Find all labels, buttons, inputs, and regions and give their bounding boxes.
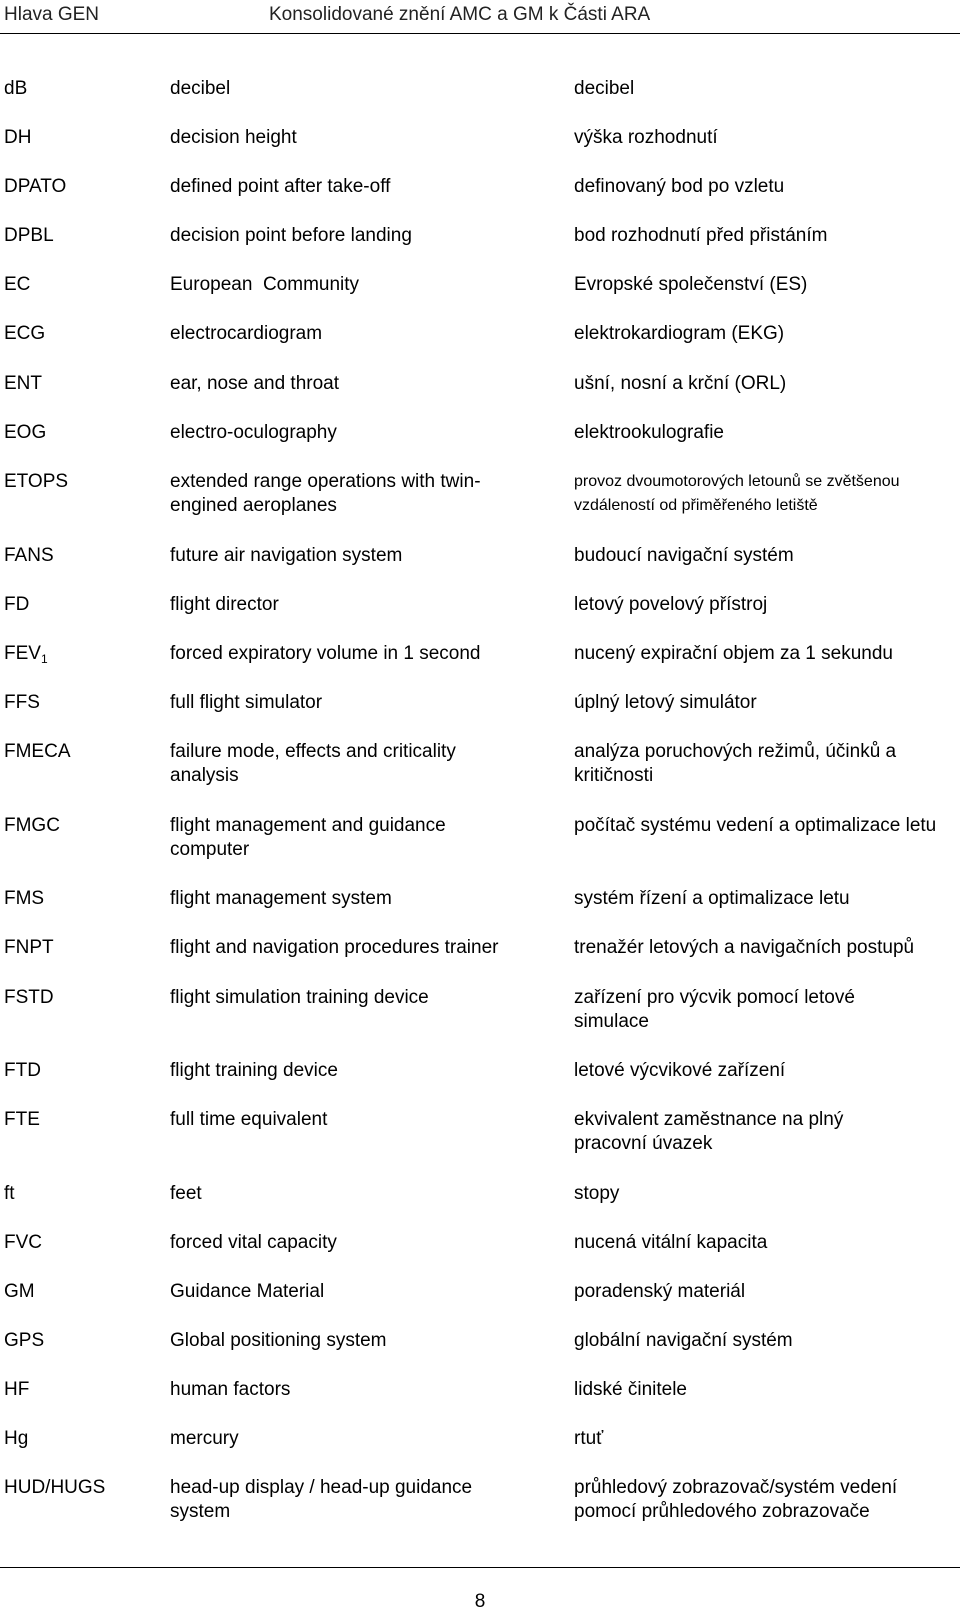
czech-term: letový povelový přístroj: [574, 594, 768, 615]
abbreviation: FTE: [4, 1109, 40, 1130]
czech-term: systém řízení a optimalizace letu: [574, 888, 850, 909]
czech-term: výška rozhodnutí: [574, 127, 718, 148]
czech-term: letové výcvikové zařízení: [574, 1060, 786, 1081]
english-term: feet: [170, 1183, 202, 1204]
czech-term: rtuť: [574, 1428, 604, 1449]
abbreviation: FNPT: [4, 937, 54, 958]
page-header: [0, 0, 960, 30]
czech-term: průhledový zobrazovač/systém vedení pomocí průhledového zobrazovače: [574, 1477, 898, 1522]
czech-term: elektrokardiogram (EKG): [574, 323, 785, 344]
abbreviation: FD: [4, 594, 30, 615]
english-term: flight training device: [170, 1060, 338, 1081]
english-term: failure mode, effects and criticality analysis: [170, 741, 456, 786]
abbreviation: ECG: [4, 323, 46, 344]
abbreviation: HUD/HUGS: [4, 1477, 106, 1498]
abbreviation: FMS: [4, 888, 45, 909]
abbreviation: dB: [4, 78, 28, 99]
english-term: decision height: [170, 127, 297, 148]
abbreviation: FTD: [4, 1060, 41, 1081]
english-term: head-up display / head-up guidance system: [170, 1477, 473, 1522]
abbreviation: ft: [4, 1183, 15, 1204]
czech-term: nucená vitální kapacita: [574, 1232, 768, 1253]
english-term: flight director: [170, 594, 279, 615]
abbreviation-text: FEV: [4, 643, 41, 664]
czech-term: poradenský materiál: [574, 1281, 746, 1302]
english-term: extended range operations with twin-engined aeroplanes: [170, 471, 481, 516]
english-term: forced expiratory volume in 1 second: [170, 643, 481, 664]
abbreviation: EOG: [4, 422, 47, 443]
czech-term: bod rozhodnutí před přistáním: [574, 225, 828, 246]
english-term: decision point before landing: [170, 225, 412, 246]
abbreviation: DPATO: [4, 176, 67, 197]
english-term: flight simulation training device: [170, 987, 429, 1008]
page-number: 8: [474, 1591, 486, 1612]
czech-term: úplný letový simulátor: [574, 692, 757, 713]
abbreviation: FANS: [4, 545, 54, 566]
english-term: flight management and guidance computer: [170, 815, 446, 860]
czech-term: trenažér letových a navigačních postupů: [574, 937, 915, 958]
abbreviation: ETOPS: [4, 471, 69, 492]
czech-term: nucený expirační objem za 1 sekundu: [574, 643, 893, 664]
english-term: electrocardiogram: [170, 323, 323, 344]
header-document-title: Konsolidované znění AMC a GM k Části ARA: [269, 4, 651, 25]
abbreviation: DH: [4, 127, 32, 148]
abbreviation-subscript: 1: [40, 652, 48, 666]
abbreviation: ENT: [4, 373, 42, 394]
english-term: flight management system: [170, 888, 392, 909]
english-term: European Community: [170, 274, 360, 295]
czech-term: decibel: [574, 78, 635, 99]
abbreviation: Hg: [4, 1428, 29, 1449]
header-rule: [0, 33, 960, 34]
abbreviation: [4, 642, 164, 666]
czech-term: analýza poruchových režimů, účinků a kritičnosti: [574, 741, 897, 786]
czech-term: počítač systému vedení a optimalizace letu: [574, 815, 937, 836]
english-term: mercury: [170, 1428, 239, 1449]
czech-term: provoz dvoumotorových letounů se zvětšenou vzdáleností od přiměřeného letiště: [574, 473, 900, 514]
czech-term: definovaný bod po vzletu: [574, 176, 785, 197]
abbreviation: GPS: [4, 1330, 45, 1351]
abbreviation: EC: [4, 274, 31, 295]
english-term: flight and navigation procedures trainer: [170, 937, 499, 958]
czech-term: ušní, nosní a krční (ORL): [574, 373, 787, 394]
english-term: human factors: [170, 1379, 291, 1400]
english-term: defined point after take-off: [170, 176, 391, 197]
english-term: future air navigation system: [170, 545, 403, 566]
czech-term: zařízení pro výcvik pomocí letové simulace: [574, 987, 855, 1032]
footer-rule: [0, 1567, 960, 1568]
abbreviation: GM: [4, 1281, 35, 1302]
czech-term: stopy: [574, 1183, 620, 1204]
czech-term: budoucí navigační systém: [574, 545, 794, 566]
english-term: full flight simulator: [170, 692, 323, 713]
english-term: ear, nose and throat: [170, 373, 340, 394]
czech-term: ekvivalent zaměstnance na plný pracovní úvazek: [574, 1109, 844, 1154]
header-chapter: Hlava GEN: [4, 4, 100, 25]
english-term: Guidance Material: [170, 1281, 325, 1302]
abbreviation: HF: [4, 1379, 30, 1400]
abbreviation: FSTD: [4, 987, 54, 1008]
abbreviation: FFS: [4, 692, 40, 713]
english-term: decibel: [170, 78, 231, 99]
english-term: forced vital capacity: [170, 1232, 337, 1253]
czech-term: globální navigační systém: [574, 1330, 793, 1351]
english-term: electro-oculography: [170, 422, 337, 443]
czech-term: lidské činitele: [574, 1379, 687, 1400]
abbreviation: DPBL: [4, 225, 54, 246]
english-term: full time equivalent: [170, 1109, 328, 1130]
english-term: Global positioning system: [170, 1330, 387, 1351]
czech-term: Evropské společenství (ES): [574, 274, 808, 295]
czech-term: elektrookulografie: [574, 422, 724, 443]
abbreviation: FVC: [4, 1232, 42, 1253]
abbreviation: FMECA: [4, 741, 71, 762]
abbreviation: FMGC: [4, 815, 60, 836]
